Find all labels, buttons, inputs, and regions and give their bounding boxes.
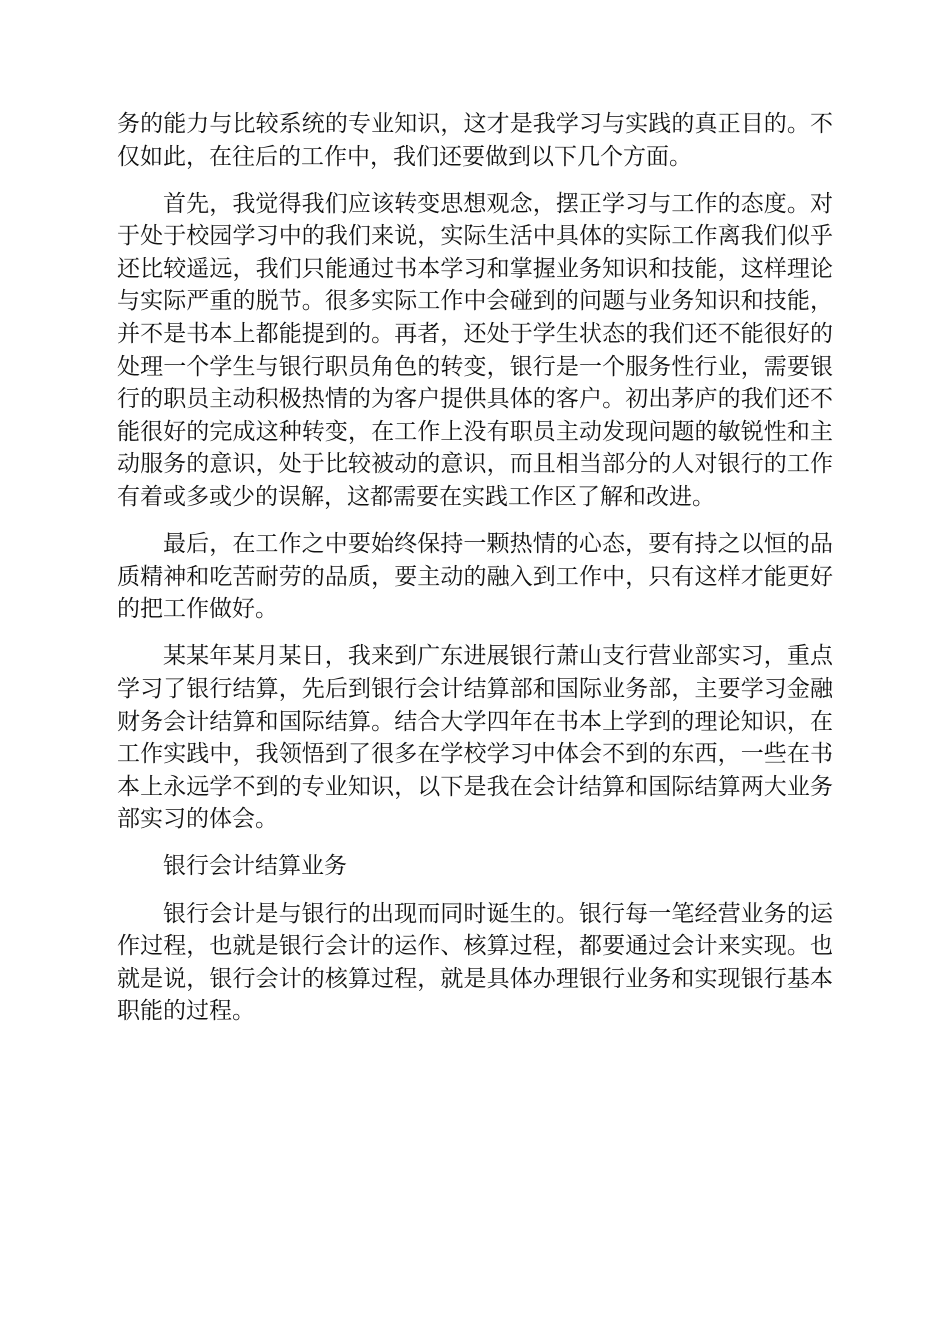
paragraph-continuation: 务的能力与比较系统的专业知识，这才是我学习与实践的真正目的。不仅如此，在往后的工作中，我们还要做到以下几个方面。 [117,111,833,170]
section-heading: 银行会计结算业务 [163,853,347,880]
paragraph-internship-intro: 某某年某月某日，我来到广东进展银行萧山支行营业部实习，重点学习了银行结算，先后到银行会计结算部和国际业务部，主要学习金融财务会计结算和国际结算。结合大学四年在书本上学到的理论知识，在工作实践中，我领悟到了很多在学校学习中体会不到的东西，一些在书本上永远学不到的专业知识，以下是我在会计结算和国际结算两大业务部实习的体会。 [117,643,833,833]
document-body [117,108,833,1042]
paragraph-last-point: 最后，在工作之中要始终保持一颗热情的心态，要有持之以恒的品质精神和吃苦耐劳的品质，要主动的融入到工作中，只有这样才能更好的把工作做好。 [117,531,833,623]
paragraph-first-point: 首先，我觉得我们应该转变思想观念，摆正学习与工作的态度。对于处于校园学习中的我们来说，实际生活中具体的实际工作离我们似乎还比较遥远，我们只能通过书本学习和掌握业务知识和技能，这样理论与实际严重的脱节。很多实际工作中会碰到的问题与业务知识和技能，并不是书本上都能提到的。再者，还处于学生状态的我们还不能很好的处理一个学生与银行职员角色的转变，银行是一个服务性行业，需要银行的职员主动积极热情的为客户提供具体的客户。初出茅庐的我们还不能很好的完成这种转变，在工作上没有职员主动发现问题的敏锐性和主动服务的意识，处于比较被动的意识，而且相当部分的人对银行的工作有着或多或少的误解，这都需要在实践工作区了解和改进。 [117,190,833,511]
paragraph-bank-accounting: 银行会计是与银行的出现而同时诞生的。银行每一笔经营业务的运作过程，也就是银行会计的运作、核算过程，都要通过会计来实现。也就是说，银行会计的核算过程，就是具体办理银行业务和实现银行基本职能的过程。 [117,900,833,1025]
